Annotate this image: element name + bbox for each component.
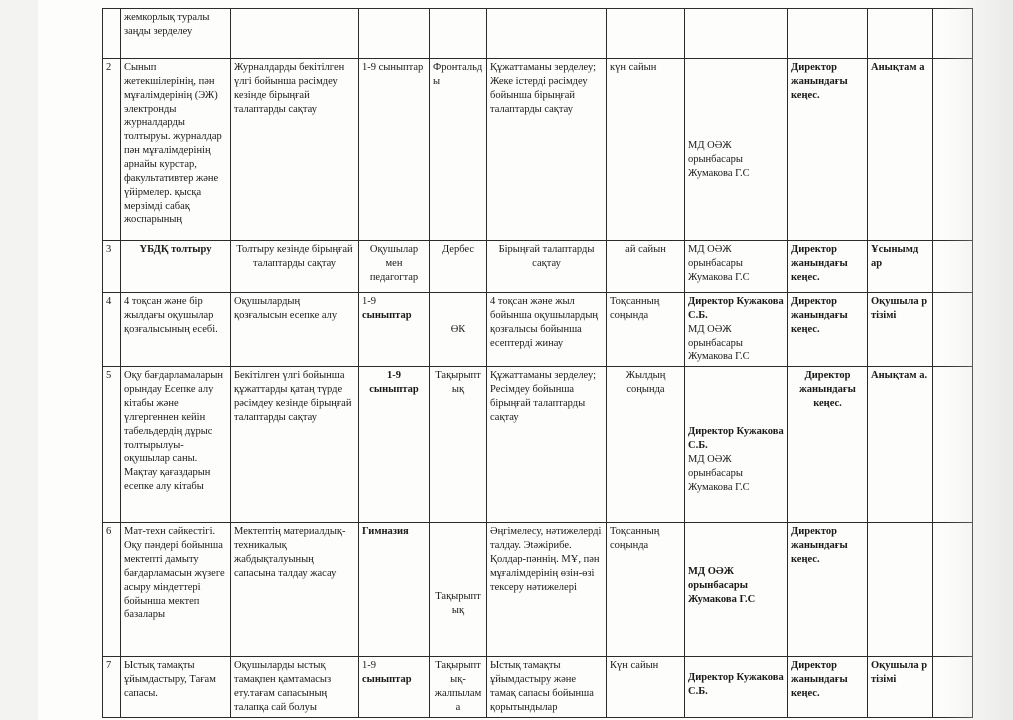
cell-purpose xyxy=(231,9,359,59)
cell-type: Фронтальд ы xyxy=(430,59,487,241)
cell-review: Директор жанындағы кеңес. xyxy=(788,367,868,523)
table-row xyxy=(103,241,973,293)
cell-object xyxy=(359,9,430,59)
cell-object: Гимназия xyxy=(359,523,430,657)
object-line-2: сыныптар xyxy=(369,384,419,396)
cell-type xyxy=(430,9,487,59)
cell-subject: Мат-техн сәйкестігі. Оқу пәндері бойынша мектепті дамыту бағдарламасын жүзеге асыру міндеттері бойынша мектеп базалары xyxy=(121,523,231,657)
cell-timing: ай сайын xyxy=(607,241,685,293)
cell-extra xyxy=(933,241,973,293)
row-number-cell: 5 xyxy=(103,367,121,523)
cell-type: Тақырыпт ық xyxy=(430,367,487,523)
cell-type: Тақырыпт ық- жалпылама xyxy=(430,657,487,717)
cell-review: Директор жанындағы кеңес. xyxy=(788,293,868,367)
control-plan-table xyxy=(102,8,973,718)
cell-review: Директор жанындағы кеңес. xyxy=(788,523,868,657)
object-line-1: 1-9 xyxy=(362,296,376,307)
cell-result: Оқушыла р тізімі xyxy=(868,657,933,717)
cell-subject: ҮБДҚ толтыру xyxy=(121,241,231,293)
cell-extra xyxy=(933,657,973,717)
cell-extra xyxy=(933,9,973,59)
row-number-cell: 4 xyxy=(103,293,121,367)
row-number-cell: 6 xyxy=(103,523,121,657)
cell-timing: Тоқсанның соңында xyxy=(607,293,685,367)
cell-object: 1-9 сыныптар xyxy=(359,59,430,241)
cell-responsible: МД ОӘЖ орынбасары Жумакова Г.С xyxy=(685,523,788,657)
cell-responsible xyxy=(685,367,788,523)
cell-extra xyxy=(933,293,973,367)
row-number-cell: 2 xyxy=(103,59,121,241)
cell-subject: жемкорлық туралы заңды зерделеу xyxy=(121,9,231,59)
cell-timing xyxy=(607,9,685,59)
cell-result: Оқушыла р тізімі xyxy=(868,293,933,367)
responsible-line-2: МД ОӘЖ орынбасары Жумакова Г.С xyxy=(688,454,750,493)
cell-result: Анықтам а. xyxy=(868,367,933,523)
table-row xyxy=(103,523,973,657)
cell-method: Құжаттаманы зерделеу; Жеке істерді рәсімдеу бойынша бірыңғай талаптарды сақтау xyxy=(487,59,607,241)
cell-subject: Ыстық тамақты ұйымдастыру, Тағам сапасы. xyxy=(121,657,231,717)
cell-object xyxy=(359,293,430,367)
table-row xyxy=(103,293,973,367)
cell-result: Ұсынымд ар xyxy=(868,241,933,293)
cell-type: Дербес xyxy=(430,241,487,293)
cell-method: Ыстық тамақты ұйымдастыру және тамақ сапасы бойынша қорытындылар xyxy=(487,657,607,717)
cell-timing: Күн сайын xyxy=(607,657,685,717)
object-line-1: 1-9 xyxy=(387,370,401,382)
cell-extra xyxy=(933,59,973,241)
cell-timing: күн сайын xyxy=(607,59,685,241)
cell-type: Тақырыпт ық xyxy=(430,523,487,657)
row-number-cell: 7 xyxy=(103,657,121,717)
cell-responsible: МД ОӘЖ орынбасары Жумакова Г.С xyxy=(685,59,788,241)
cell-subject: Оқу бағдарламаларын орындау Есепке алу кітабы және үлгергеннен кейін табельдердің дұрыс толтырылуы- оқушылар саны. Мақтау қағаздарын есепке алу кітабы xyxy=(121,367,231,523)
cell-method: Құжаттаманы зерделеу; Ресімдеу бойынша бірыңғай талаптарды сақтау xyxy=(487,367,607,523)
responsible-line-1: Директор Кужакова С.Б. xyxy=(688,296,784,321)
cell-responsible: МД ОӘЖ орынбасары Жумакова Г.С xyxy=(685,241,788,293)
table-row xyxy=(103,59,973,241)
cell-extra xyxy=(933,523,973,657)
cell-review: Директор жанындағы кеңес. xyxy=(788,241,868,293)
row-number-cell xyxy=(103,9,121,59)
cell-result xyxy=(868,9,933,59)
cell-result xyxy=(868,523,933,657)
cell-review xyxy=(788,9,868,59)
cell-review: Директор жанындағы кеңес. xyxy=(788,59,868,241)
cell-object: Оқушылар мен педагогтар xyxy=(359,241,430,293)
cell-purpose: Оқушылардың қозғалысын есепке алу xyxy=(231,293,359,367)
cell-purpose: Бекітілген үлгі бойынша құжаттарды қатаң түрде рәсімдеу кезінде бірыңғай талаптарды сақтау xyxy=(231,367,359,523)
table-row xyxy=(103,657,973,717)
cell-method: 4 тоқсан және жыл бойынша оқушылардың қозғалысы бойынша есептерді жинау xyxy=(487,293,607,367)
cell-extra xyxy=(933,367,973,523)
cell-purpose: Журналдарды бекітілген үлгі бойынша рәсімдеу кезінде бірыңғай талаптарды сақтау xyxy=(231,59,359,241)
cell-method: Әңгімелесу, нәтижелерді талдау. Эtәжірибе. Қолдар-пәннің. МҰ, пән мұғалімдерінің өзін-өзі тексеру нәтижелері xyxy=(487,523,607,657)
cell-timing: Тоқсанның соңында xyxy=(607,523,685,657)
cell-method xyxy=(487,9,607,59)
table-row xyxy=(103,367,973,523)
cell-type: ӨК xyxy=(430,293,487,367)
object-line-2: сыныптар xyxy=(362,674,412,686)
cell-review: Директор жанындағы кеңес. xyxy=(788,657,868,717)
cell-purpose: Оқушыларды ыстық тамақпен қамтамасыз ету.тағам сапасының талапқа сай болуы xyxy=(231,657,359,717)
cell-result: Анықтам а xyxy=(868,59,933,241)
cell-responsible xyxy=(685,293,788,367)
document-page xyxy=(38,0,1013,720)
cell-timing: Жылдың соңында xyxy=(607,367,685,523)
cell-purpose: Толтыру кезінде бірыңғай талаптарды сақтау xyxy=(231,241,359,293)
responsible-line-1: Директор Кужакова С.Б. xyxy=(688,426,784,452)
cell-responsible: Директор Кужакова С.Б. xyxy=(685,657,788,717)
row-number-cell: 3 xyxy=(103,241,121,293)
cell-subject: 4 тоқсан және бір жылдағы оқушылар қозғалысының есебі. xyxy=(121,293,231,367)
object-line-2: сыныптар xyxy=(362,309,412,321)
object-line-1: 1-9 xyxy=(362,660,376,672)
table-row xyxy=(103,9,973,59)
cell-object xyxy=(359,657,430,717)
responsible-line-2: МД ОӘЖ орынбасары Жумакова Г.С xyxy=(688,323,750,363)
cell-responsible xyxy=(685,9,788,59)
cell-object xyxy=(359,367,430,523)
cell-method: Бірыңғай талаптарды сақтау xyxy=(487,241,607,293)
cell-subject: Сынып жетекшілерінің, пән мұғалімдерінің (ЭЖ) электронды журналдарды толтыруы. журналдар пән мұғалімдерінің арнайы курстар, факультативтер және үйірмелер. қысқа мерзімді сабақ жоспарының xyxy=(121,59,231,241)
cell-purpose: Мектептің материалдық-техникалық жабдықталуының сапасына талдау жасау xyxy=(231,523,359,657)
